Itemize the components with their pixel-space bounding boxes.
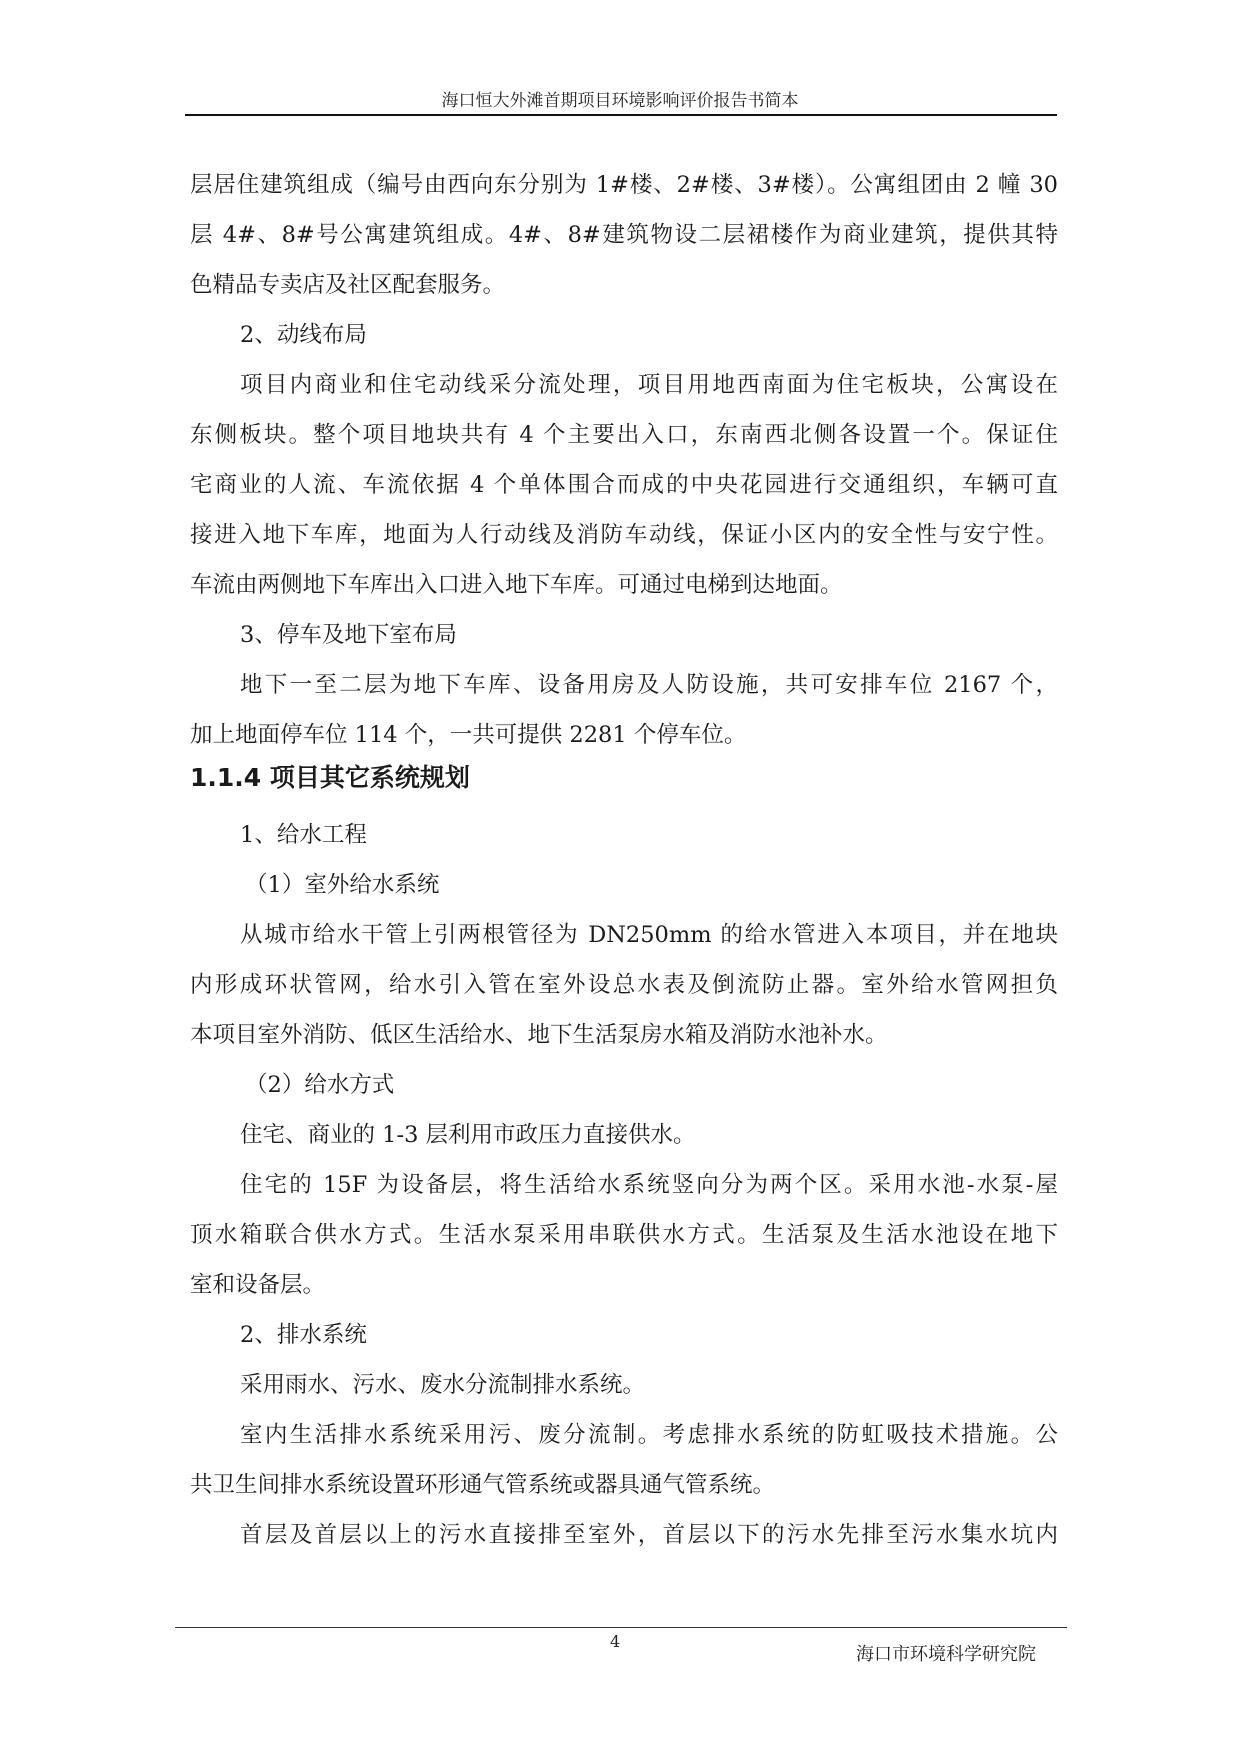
body-line: 宅商业的人流、车流依据 4 个单体围合而成的中央花园进行交通组织，车辆可直 [190, 472, 1058, 498]
body-line: 从城市给水干管上引两根管径为 DN250mm 的给水管进入本项目，并在地块 [240, 922, 1058, 948]
section-heading: 1.1.4 项目其它系统规划 [190, 763, 470, 792]
body-line: 顶水箱联合供水方式。生活水泵采用串联供水方式。生活泵及生活水池设在地下 [190, 1222, 1058, 1248]
header-divider [185, 114, 1057, 116]
body-line: 室和设备层。 [190, 1272, 326, 1298]
subsection-label: 1、给水工程 [240, 822, 367, 848]
body-line: 住宅的 15F 为设备层，将生活给水系统竖向分为两个区。采用水池-水泵-屋 [240, 1172, 1058, 1198]
subsection-label: 2、排水系统 [240, 1322, 367, 1348]
body-line: 加上地面停车位 114 个，一共可提供 2281 个停车位。 [190, 722, 747, 748]
page-header-title: 海口恒大外滩首期项目环境影响评价报告书简本 [441, 91, 799, 111]
footer-divider [175, 1627, 1067, 1628]
body-line: 住宅、商业的 1-3 层利用市政压力直接供水。 [240, 1122, 696, 1148]
body-line: 接进入地下车库，地面为人行动线及消防车动线，保证小区内的安全性与安宁性。 [190, 522, 1058, 548]
subsection-label: （1）室外给水系统 [245, 872, 440, 898]
body-line: 车流由两侧地下车库出入口进入地下车库。可通过电梯到达地面。 [190, 572, 843, 598]
footer-organization: 海口市环境科学研究院 [856, 1644, 1036, 1665]
body-line: 内形成环状管网，给水引入管在室外设总水表及倒流防止器。室外给水管网担负 [190, 972, 1058, 998]
body-line: 本项目室外消防、低区生活给水、地下生活泵房水箱及消防水池补水。 [190, 1022, 888, 1048]
body-line: 东侧板块。整个项目地块共有 4 个主要出入口，东南西北侧各设置一个。保证住 [190, 422, 1058, 448]
page-number: 4 [610, 1632, 621, 1651]
subsection-label: （2）给水方式 [245, 1072, 395, 1098]
body-line: 室内生活排水系统采用污、废分流制。考虑排水系统的防虹吸技术措施。公 [240, 1422, 1058, 1448]
subsection-label: 3、停车及地下室布局 [240, 622, 457, 648]
body-line: 地下一至二层为地下车库、设备用房及人防设施，共可安排车位 2167 个， [240, 672, 1058, 698]
body-line: 层居住建筑组成（编号由西向东分别为 1#楼、2#楼、3#楼）。公寓组团由 2 幢 30 [190, 172, 1058, 198]
body-line: 采用雨水、污水、废水分流制排水系统。 [240, 1372, 646, 1398]
body-line: 首层及首层以上的污水直接排至室外，首层以下的污水先排至污水集水坑内 [240, 1522, 1058, 1548]
body-line: 项目内商业和住宅动线采分流处理，项目用地西南面为住宅板块，公寓设在 [240, 372, 1058, 398]
body-line: 色精品专卖店及社区配套服务。 [190, 272, 506, 298]
subsection-label: 2、动线布局 [240, 322, 367, 348]
body-line: 共卫生间排水系统设置环形通气管系统或器具通气管系统。 [190, 1472, 776, 1498]
document-body [190, 160, 1058, 1560]
body-line: 层 4#、8#号公寓建筑组成。4#、8#建筑物设二层裙楼作为商业建筑，提供其特 [190, 222, 1058, 248]
